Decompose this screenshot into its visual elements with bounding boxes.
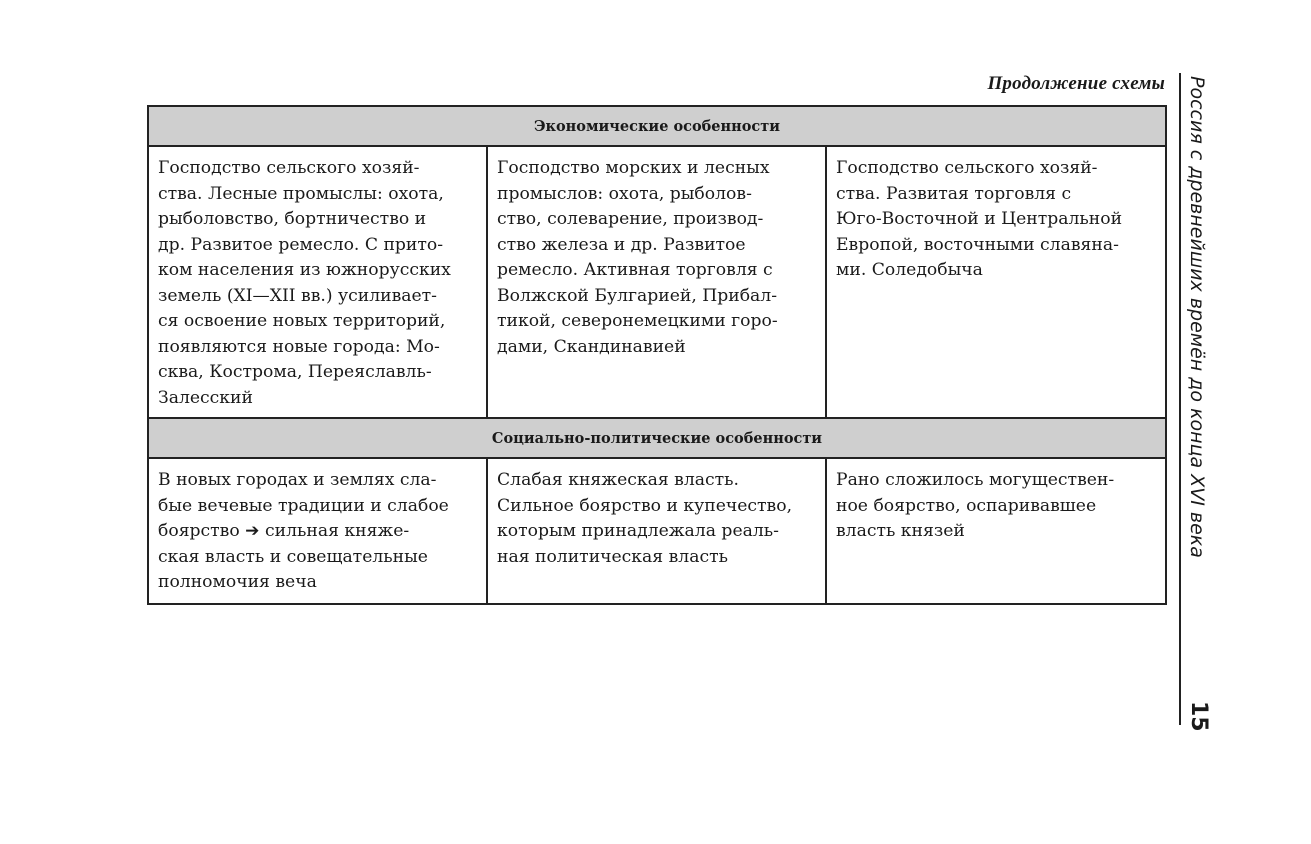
running-head-title: Россия с древнейших времён до конца XVI века [1186,76,1208,558]
section-title-economic: Экономические особенности [148,106,1166,146]
table-row [148,458,1166,604]
table-cell: Господство сельского хозяй- ства. Развитая торговля с Юго-Восточной и Центральной Европой, восточными славяна- ми. Соледобыча [826,146,1166,418]
table-cell: Господство сельского хозяй- ства. Лесные промыслы: охота, рыболовство, бортничество и др. Развитое ремесло. С прито- ком населения из южнорусских земель (XI—XII вв.) усиливает- ся освоение новых территорий, появляются новые города: Мо- сква, Кострома, Переяславль- Залесский [148,146,487,418]
table-cell: Господство морских и лесных промыслов: охота, рыболов- ство, солеварение, производ- ство железа и др. Развитое ремесло. Активная торговля с Волжской Булгарией, Прибал- тикой, северонемецкими горо- дами, Скандинавией [487,146,826,418]
scheme-caption: Продолжение схемы [987,73,1165,94]
table-row [148,146,1166,418]
section-title-social-political: Социально-политические особенности [148,418,1166,458]
section-header-row [148,106,1166,146]
table-cell: Слабая княжеская власть. Сильное боярство и купечество, которым принадлежала реаль- ная политическая власть [487,458,826,604]
section-header-row [148,418,1166,458]
table-cell: В новых городах и землях сла- бые вечевые традиции и слабое боярство ➔ сильная княже- ская власть и совещательные полномочия веча [148,458,487,604]
page-number: 15 [1186,701,1211,732]
table-cell: Рано сложилось могуществен- ное боярство, оспаривавшее власть князей [826,458,1166,604]
running-head-rule [1179,73,1181,725]
comparison-table [147,105,1167,605]
